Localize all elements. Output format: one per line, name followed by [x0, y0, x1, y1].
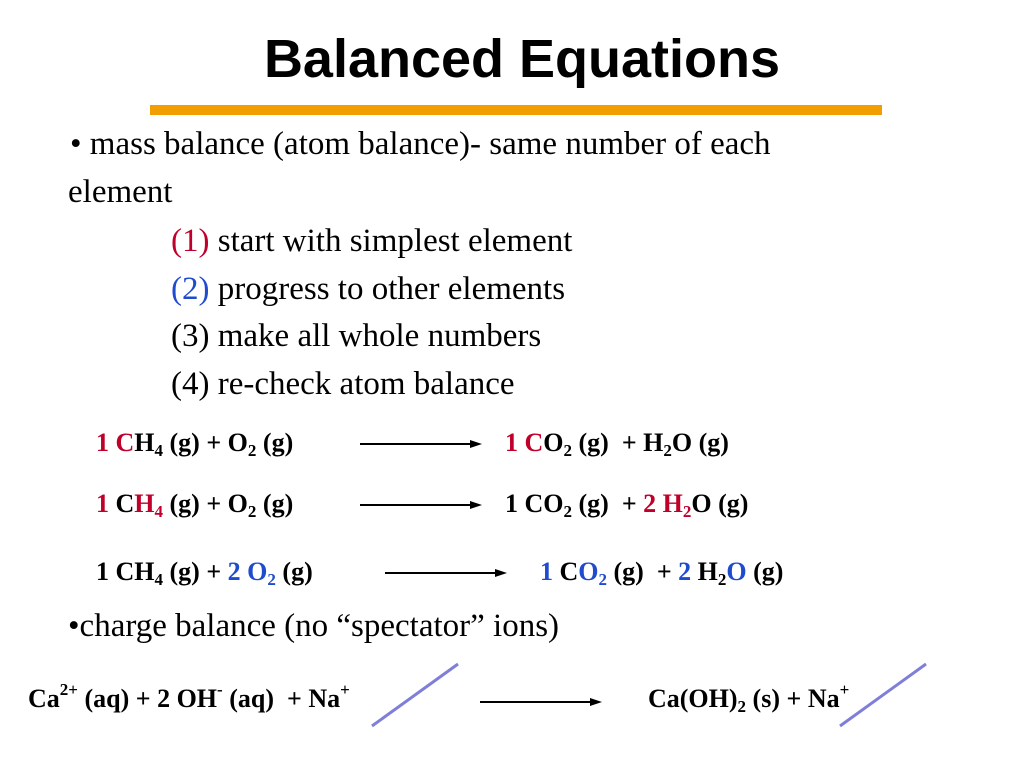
mass-balance-line1: • mass balance (atom balance)- same number of each [70, 126, 771, 162]
step-4 [171, 366, 515, 403]
equation-1-reactants: 1 $CH_4$ $(g) + O_2$ (g) [96, 428, 294, 460]
ionic-equation-arrow [478, 694, 608, 710]
step-1-text: start with simplest element [209, 223, 573, 259]
step-2-number: (2) [171, 271, 210, 307]
step-2 [171, 271, 565, 308]
ionic-equation-products: $Ca(OH)_2$ (s) + Na+ [648, 680, 850, 716]
strike-spectator-product [836, 660, 930, 730]
equation-1-products: 1 $CO_2$ $(g) + H_2O$ (g) [505, 428, 729, 460]
title-underline [150, 105, 882, 115]
step-3-number: (3) [171, 318, 210, 354]
step-3 [171, 318, 541, 355]
page-title: Balanced Equations [263, 29, 781, 89]
equation-3-products: 1 $CO_2$ (g) + 2 $H_2O$ (g) [540, 557, 784, 589]
ionic-equation-reactants: $Ca^{2+}$ (aq) + 2 OH- (aq) + Na+ [28, 680, 350, 713]
equation-3-reactants: 1 $CH_4$ (g) + 2 $O_2$ (g) [96, 557, 313, 589]
step-1-number: (1) [171, 223, 210, 259]
equation-1-arrow [358, 436, 488, 452]
step-3-text: make all whole numbers [209, 318, 542, 354]
strike-spectator-reactant [368, 660, 462, 730]
step-4-number: (4) [171, 366, 210, 402]
charge-balance-line: •charge balance (no “spectator” ions) [68, 608, 560, 644]
step-2-text: progress to other elements [209, 271, 566, 307]
step-1 [171, 223, 572, 260]
equation-2-reactants: 1 $CH_4$ $(g) + O_2$ (g) [96, 489, 294, 521]
step-4-text: re-check atom balance [209, 366, 515, 402]
equation-3-arrow [383, 565, 513, 581]
equation-2-arrow [358, 497, 488, 513]
equation-2-products: 1 $CO_2$ (g) + 2 $H_2O$ (g) [505, 489, 749, 521]
mass-balance-line2: element [68, 174, 173, 210]
